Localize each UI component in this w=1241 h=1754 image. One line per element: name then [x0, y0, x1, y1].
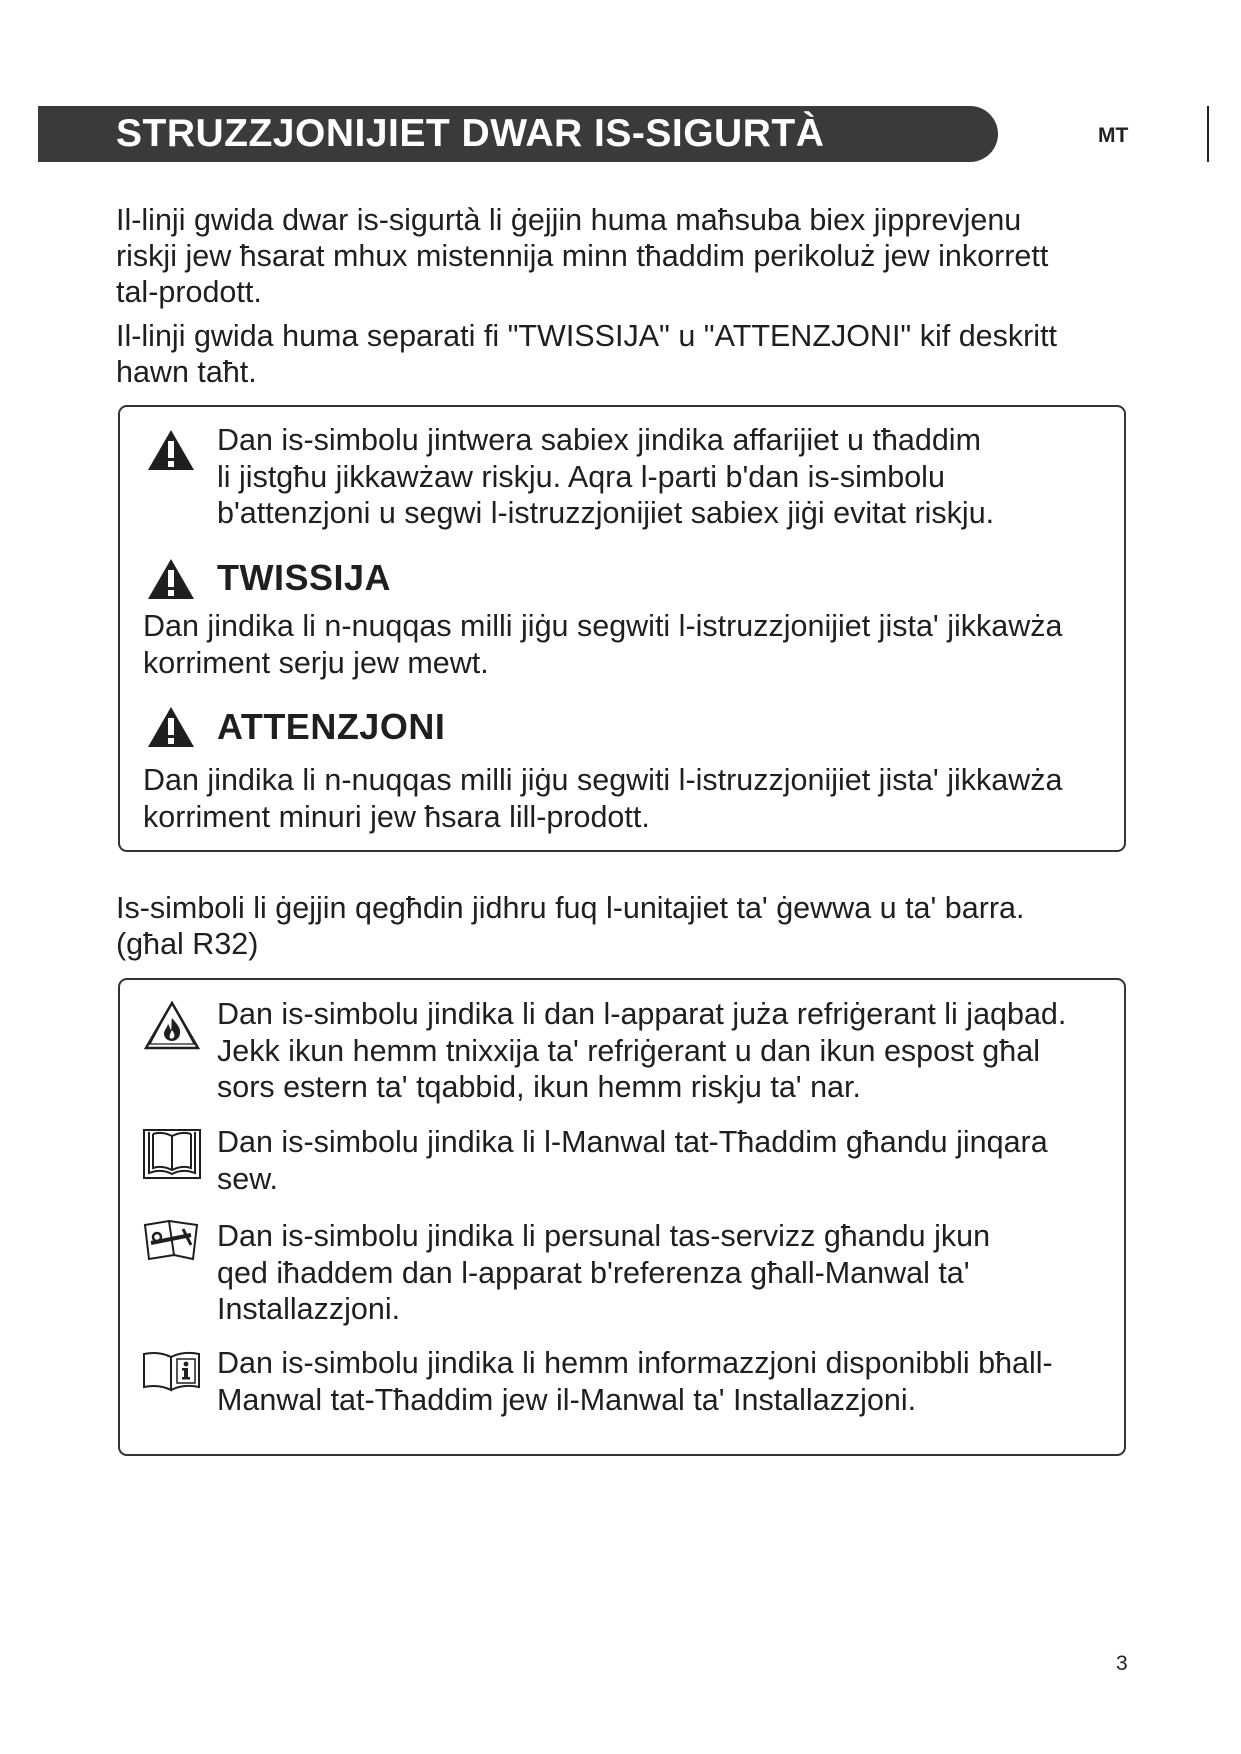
text-line: Is-simboli li ġejjin qegħdin jidhru fuq l-unitajiet ta' ġewwa u ta' barra.: [116, 891, 1025, 925]
language-code: MT: [1098, 124, 1129, 147]
service-manual-icon: [141, 1215, 203, 1263]
section-title: STRUZZJONIJIET DWAR IS-SIGURTÀ: [116, 112, 825, 155]
text-line: Dan is-simbolu jindika li dan l-apparat juża refriġerant li jaqbad.: [217, 997, 1067, 1031]
caution-heading: ATTENZJONI: [217, 706, 446, 747]
text-line: Dan jindika li n-nuqqas milli jiġu segwiti l-istruzzjonijiet jista' jikkawża: [143, 609, 1063, 643]
text-line: Dan is-simbolu jintwera sabiex jindika affarijiet u tħaddim: [217, 423, 981, 457]
text-line: Manwal tat-Tħaddim jew il-Manwal ta' Installazzjoni.: [217, 1382, 917, 1417]
text-line: Dan is-simbolu jindika li persunal tas-servizz għandu jkun: [217, 1219, 991, 1253]
text-line: hawn taħt.: [116, 355, 257, 389]
text-line: b'attenzjoni u segwi l-istruzzjonijiet sabiex jiġi evitat riskju.: [217, 496, 995, 530]
page-edge-mark: [1207, 106, 1209, 162]
flammable-refrigerant-icon: [143, 1000, 201, 1052]
warning-triangle-icon: [145, 427, 197, 473]
general-symbol-description: [217, 422, 994, 532]
text-line: Dan is-simbolu jindika li l-Manwal tat-Tħaddim għandu jinqara: [217, 1125, 1048, 1159]
text-line: Dan jindika li n-nuqqas milli jiġu segwiti l-istruzzjonijiet jista' jikkawża: [143, 763, 1063, 797]
page-number: 3: [1116, 1652, 1128, 1675]
warning-heading: TWISSIJA: [217, 557, 392, 598]
warning-triangle-icon: [145, 704, 197, 750]
information-symbol-description: [217, 1345, 1053, 1418]
text-line: sew.: [217, 1161, 279, 1196]
operation-manual-icon: [141, 1126, 203, 1182]
text-line: Il-linji gwida dwar is-sigurtà li ġejjin huma maħsuba biex jipprevjenu: [116, 203, 1022, 237]
text-line: (għal R32): [116, 927, 259, 961]
text-line: Il-linji gwida huma separati fi "TWISSIJA" u "ATTENZJONI" kif deskritt: [116, 319, 1058, 353]
text-line: korriment minuri jew ħsara lill-prodott.: [143, 799, 650, 834]
text-line: tal-prodott.: [116, 275, 262, 309]
text-line: qed iħaddem dan l-apparat b'referenza għall-Manwal ta': [217, 1255, 970, 1290]
text-line: Dan is-simbolu jindika li hemm informazzjoni disponibbli bħall-: [217, 1346, 1053, 1380]
text-line: Installazzjoni.: [217, 1292, 401, 1326]
flammable-symbol-description: [217, 996, 1066, 1106]
text-line: sors estern ta' tqabbid, ikun hemm riskju ta' nar.: [217, 1070, 861, 1104]
intro-paragraph-1: [116, 202, 1106, 310]
information-manual-icon: [141, 1348, 203, 1394]
text-line: korriment serju jew mewt.: [143, 645, 489, 680]
service-symbol-description: [217, 1218, 990, 1328]
warning-description: [143, 608, 1062, 681]
manual-symbol-description: [217, 1124, 1048, 1197]
intro-paragraph-2: [116, 318, 1106, 390]
symbols-intro-paragraph: [116, 890, 1106, 962]
text-line: Jekk ikun hemm tnixxija ta' refriġerant u dan ikun espost għal: [217, 1033, 1040, 1068]
caution-description: [143, 762, 1062, 835]
text-line: li jistgħu jikkawżaw riskju. Aqra l-parti b'dan is-simbolu: [217, 459, 945, 494]
warning-triangle-icon: [145, 556, 197, 602]
text-line: riskji jew ħsarat mhux mistennija minn tħaddim perikoluż jew inkorrett: [116, 239, 1049, 273]
